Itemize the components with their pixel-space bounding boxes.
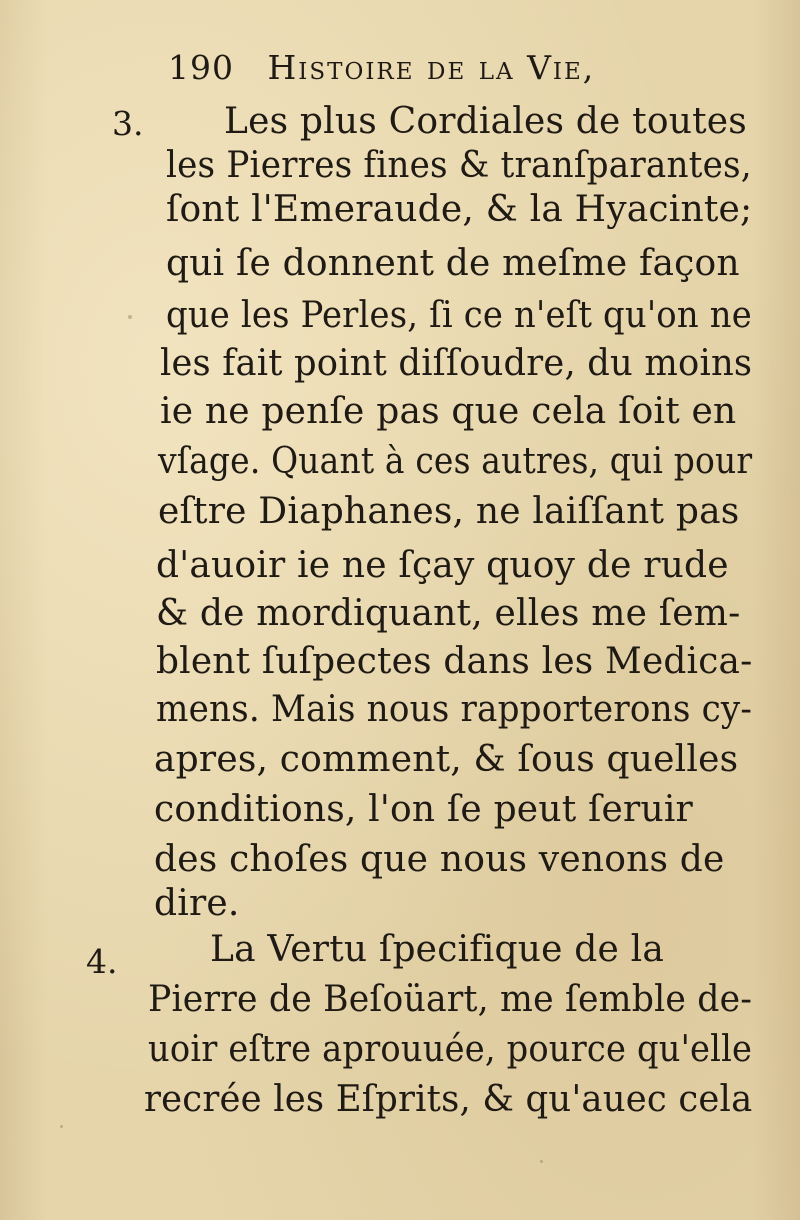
- text-line: les Pierres fines & tranſparantes,: [166, 145, 752, 186]
- text-line: uoir eſtre aprouuée, pource qu'elle: [148, 1029, 753, 1070]
- text-line: mens. Mais nous rapporterons cy-: [156, 689, 753, 730]
- paragraph-number-4: 4.: [86, 942, 118, 981]
- text-line: les fait point diſſoudre, du moins: [160, 343, 753, 384]
- text-line: qui ſe donnent de meſme façon: [166, 243, 740, 284]
- text-line: apres, comment, & ſous quelles: [154, 739, 739, 780]
- text-line: Les plus Cordiales de toutes: [224, 101, 747, 142]
- text-line: ie ne penſe pas que cela ſoit en: [160, 391, 737, 432]
- text-line: recrée les Eſprits, & qu'auec cela: [144, 1079, 753, 1120]
- running-title: Histoire de la Vie,: [267, 48, 596, 87]
- paper-speck: [60, 1125, 63, 1128]
- text-line: blent ſuſpectes dans les Medica-: [156, 641, 753, 682]
- paragraph-number-3: 3.: [112, 104, 144, 143]
- text-line: vſage. Quant à ces autres, qui pour: [158, 441, 753, 482]
- text-line: La Vertu ſpecifique de la: [210, 929, 665, 970]
- text-line: d'auoir ie ne ſçay quoy de rude: [156, 545, 729, 586]
- running-head: [168, 46, 595, 90]
- text-line: & de mordiquant, elles me ſem-: [156, 593, 741, 634]
- paper-speck: [128, 315, 132, 319]
- text-line: des choſes que nous venons de: [154, 839, 725, 880]
- text-line: Pierre de Beſoüart, me ſemble de-: [148, 979, 753, 1020]
- text-line: que les Perles, ſi ce n'eſt qu'on ne: [166, 295, 752, 336]
- paper-speck: [540, 1160, 543, 1163]
- text-line: conditions, l'on ſe peut ſeruir: [154, 789, 693, 830]
- text-line: dire.: [154, 883, 240, 924]
- text-line: ſont l'Emeraude, & la Hyacinte;: [166, 189, 753, 230]
- text-line: eſtre Diaphanes, ne laiſſant pas: [158, 491, 740, 532]
- page-number: 190: [168, 48, 234, 87]
